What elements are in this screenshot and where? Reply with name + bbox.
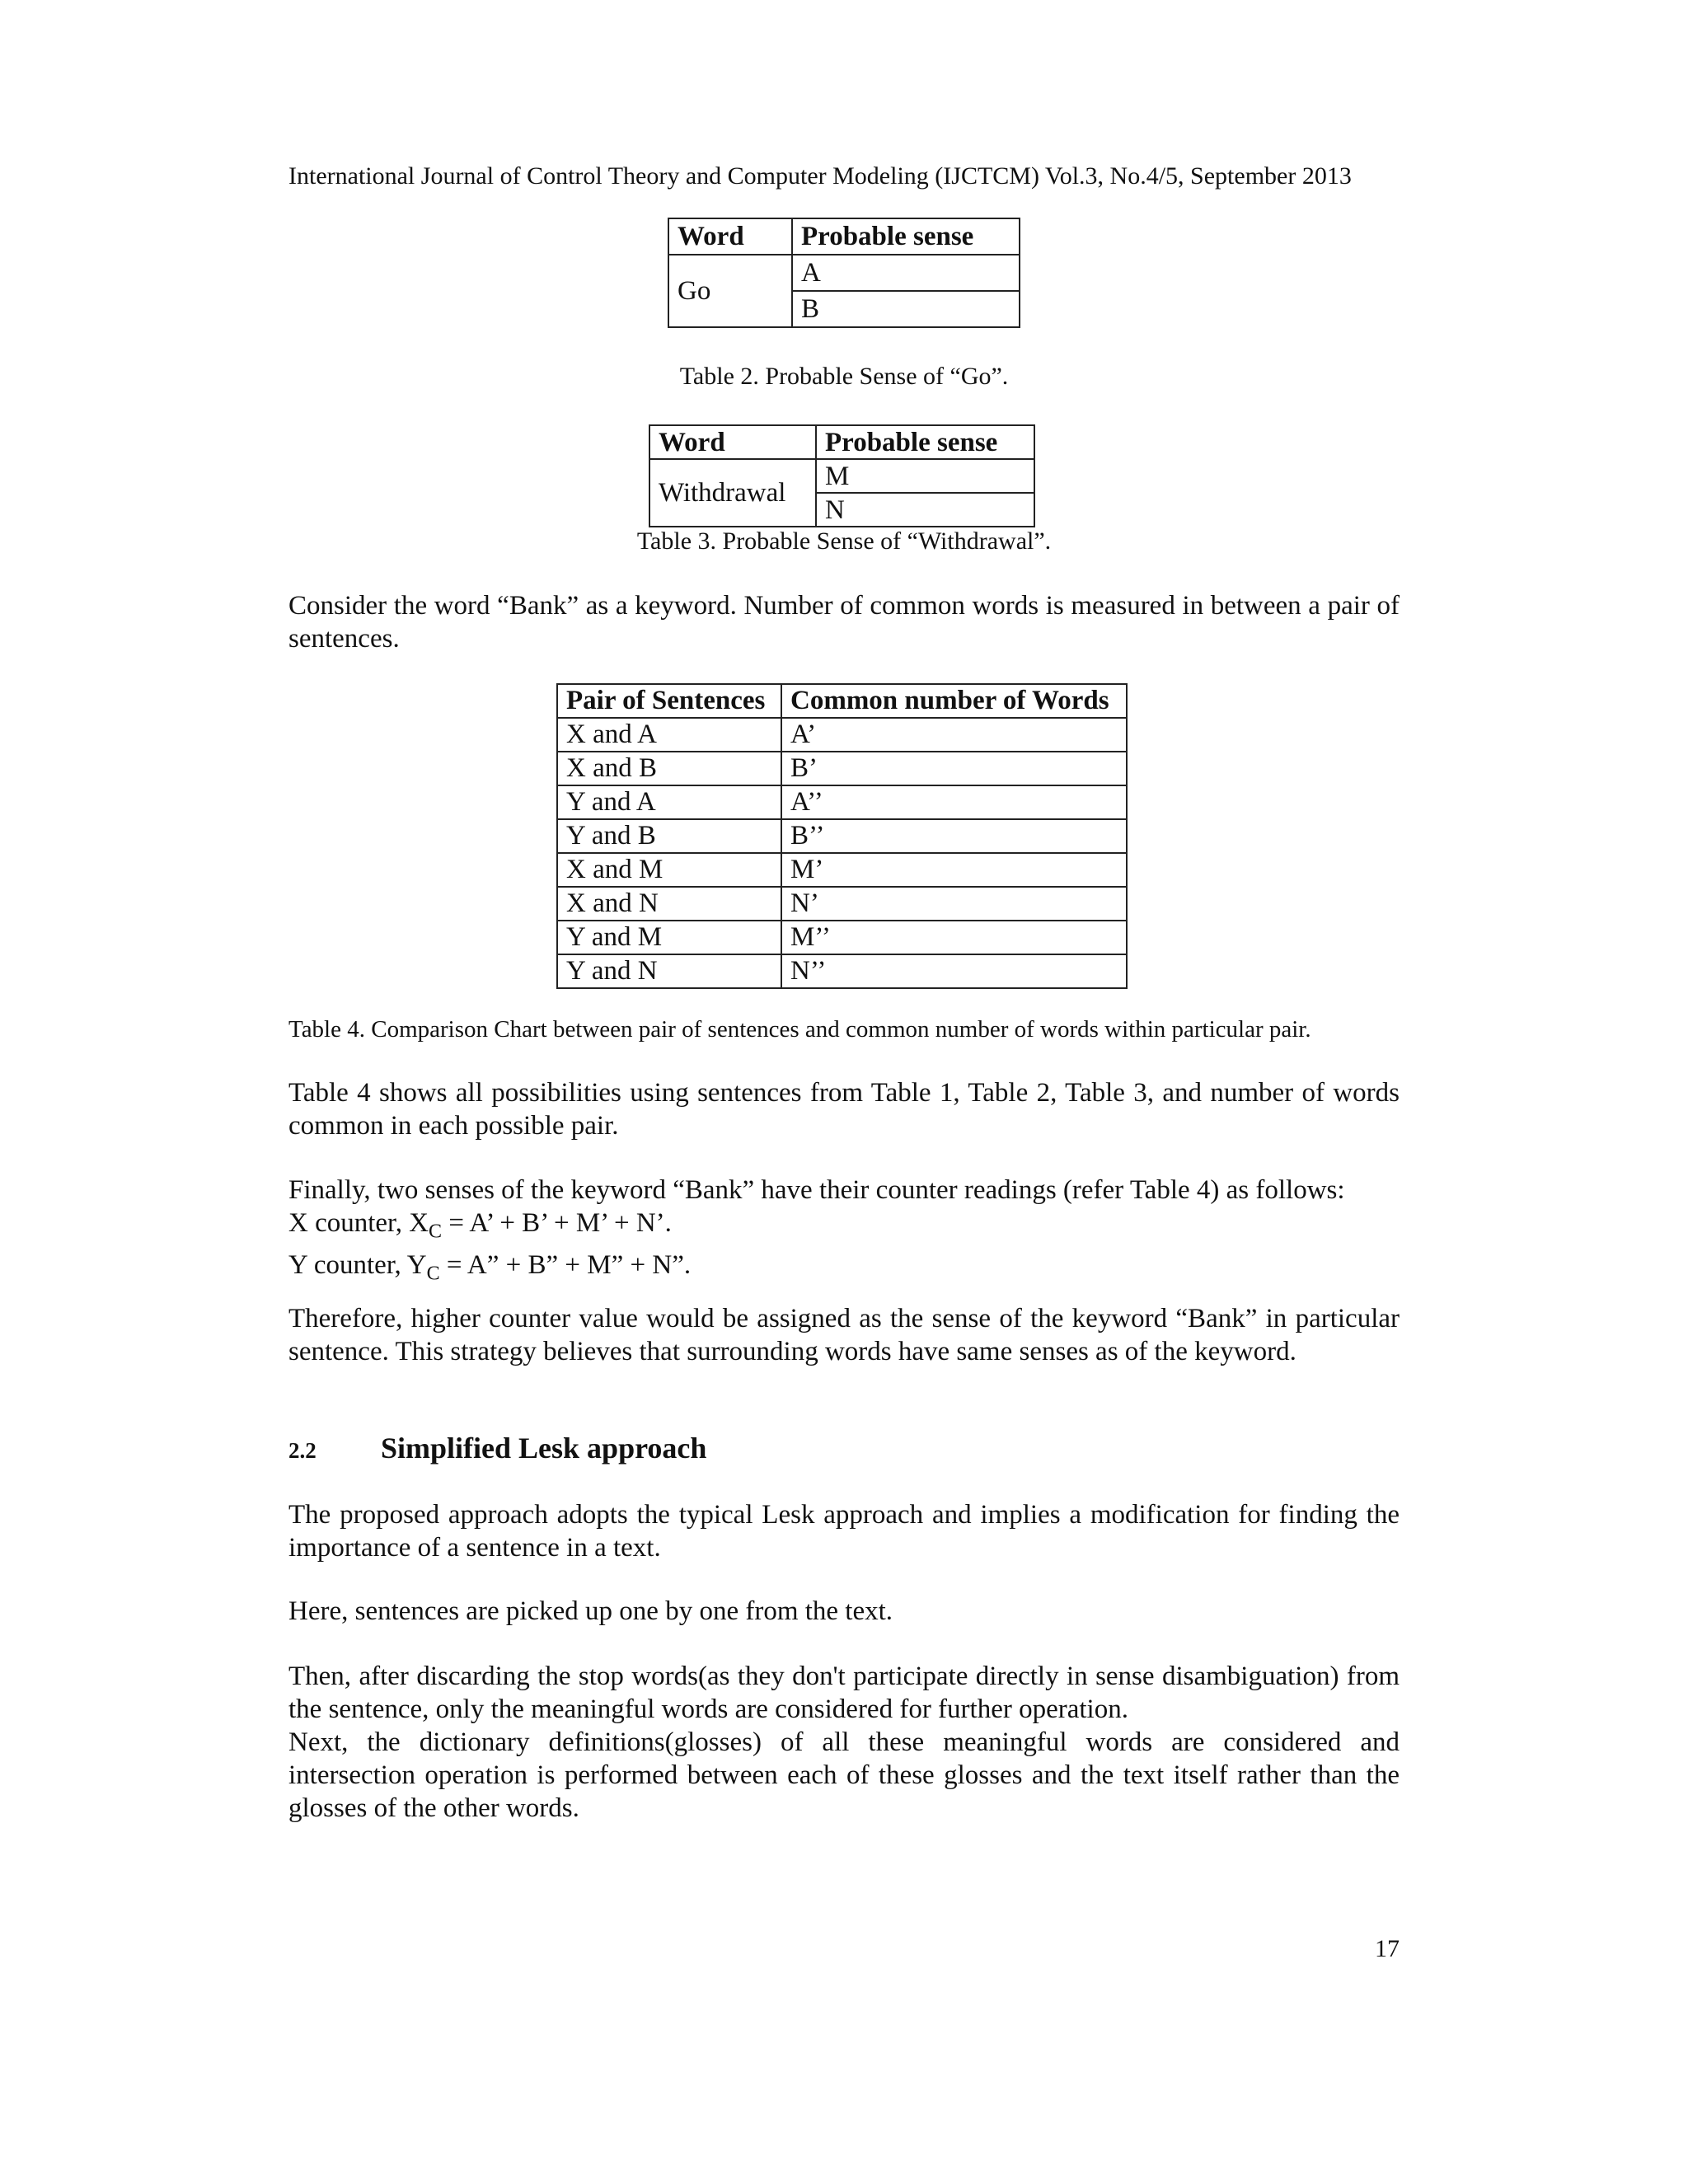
paragraph-text: Next, the dictionary definitions(glosses) of all these meaningful words are considered and intersection operation is performed between each of these glosses and the text itself rather than the glosses of the other words. [288,1727,1400,1823]
table-4 [556,683,1128,989]
table-row [557,921,1127,954]
paragraph-text: Therefore, higher counter value would be assigned as the sense of the keyword “Bank” in particular sentence. This strategy believes that surrounding words have same senses as of the keyword. [288,1304,1400,1366]
section-number: 2.2 [288,1438,316,1463]
table-header-common-words: Common number of Words [781,684,1127,718]
table-cell-sense: B [792,291,1020,327]
paragraph [288,1498,1400,1564]
table-2-caption: Table 2. Probable Sense of “Go”. [679,363,1009,390]
paragraph [288,1595,1400,1628]
table-cell: Y and A [557,785,781,819]
table-row [557,819,1127,853]
table-header-probable-sense: Probable sense [792,218,1020,255]
paragraph [288,1660,1400,1825]
table-cell: X and N [557,887,781,921]
table-header-word: Word [649,425,816,459]
paragraph [288,589,1400,655]
table-cell: X and M [557,853,781,887]
table-row [557,752,1127,785]
table-cell: B’’ [781,819,1127,853]
table-cell-word: Withdrawal [649,459,816,527]
section-title: Simplified Lesk approach [381,1432,707,1465]
paragraph-text: Table 4 shows all possibilities using sentences from Table 1, Table 2, Table 3, and number of words common in each possible pair. [288,1078,1400,1141]
table-header-probable-sense: Probable sense [816,425,1034,459]
table-row [557,853,1127,887]
table-cell: M’ [781,853,1127,887]
running-header: International Journal of Control Theory and Computer Modeling (IJCTCM) Vol.3, No.4/5, September 2013 [288,162,1352,190]
table-row [557,718,1127,752]
table-cell-sense: N [816,493,1034,527]
table-3-caption: Table 3. Probable Sense of “Withdrawal”. [636,527,1052,555]
table-cell: B’ [781,752,1127,785]
page-number: 17 [1375,1935,1400,1962]
counter-readings [288,1174,1400,1290]
paragraph [288,1302,1400,1368]
table-cell-word: Go [668,255,792,327]
table-row [557,887,1127,921]
table-cell: M’’ [781,921,1127,954]
table-cell: X and B [557,752,781,785]
table-cell-sense: M [816,459,1034,493]
table-row [557,954,1127,988]
paragraph-text: The proposed approach adopts the typical Lesk approach and implies a modification for finding the importance of a sentence in a text. [288,1500,1400,1563]
table-3 [649,424,1035,527]
paragraph-text: Consider the word “Bank” as a keyword. Number of common words is measured in between a pair of sentences. [288,591,1400,654]
paragraph-text: Then, after discarding the stop words(as they don't participate directly in sense disambiguation) from the sentence, only the meaningful words are considered for further operation. [288,1661,1400,1724]
section-heading [288,1431,706,1465]
table-cell: Y and N [557,954,781,988]
table-cell: Y and B [557,819,781,853]
x-counter-formula: X counter, $X_C = A$’ + B’ + M’ + N’. [288,1208,672,1243]
table-4-caption: Table 4. Comparison Chart between pair of sentences and common number of words within particular pair. [288,1016,1311,1043]
table-row [557,785,1127,819]
paragraph-text: Finally, two senses of the keyword “Bank” have their counter readings (refer Table 4) as follows: [288,1175,1345,1205]
table-cell: A’ [781,718,1127,752]
table-cell: X and A [557,718,781,752]
table-cell: A’’ [781,785,1127,819]
paragraph [288,1076,1400,1142]
table-cell-sense: A [792,255,1020,291]
table-cell: Y and M [557,921,781,954]
table-header-pair: Pair of Sentences [557,684,781,718]
table-cell: N’’ [781,954,1127,988]
y-counter-formula: Y counter, $Y_C = A$” + B” + M” + N”. [288,1249,692,1285]
paragraph-text: Here, sentences are picked up one by one from the text. [288,1596,893,1626]
table-cell: N’ [781,887,1127,921]
table-header-word: Word [668,218,792,255]
table-2 [668,218,1020,328]
